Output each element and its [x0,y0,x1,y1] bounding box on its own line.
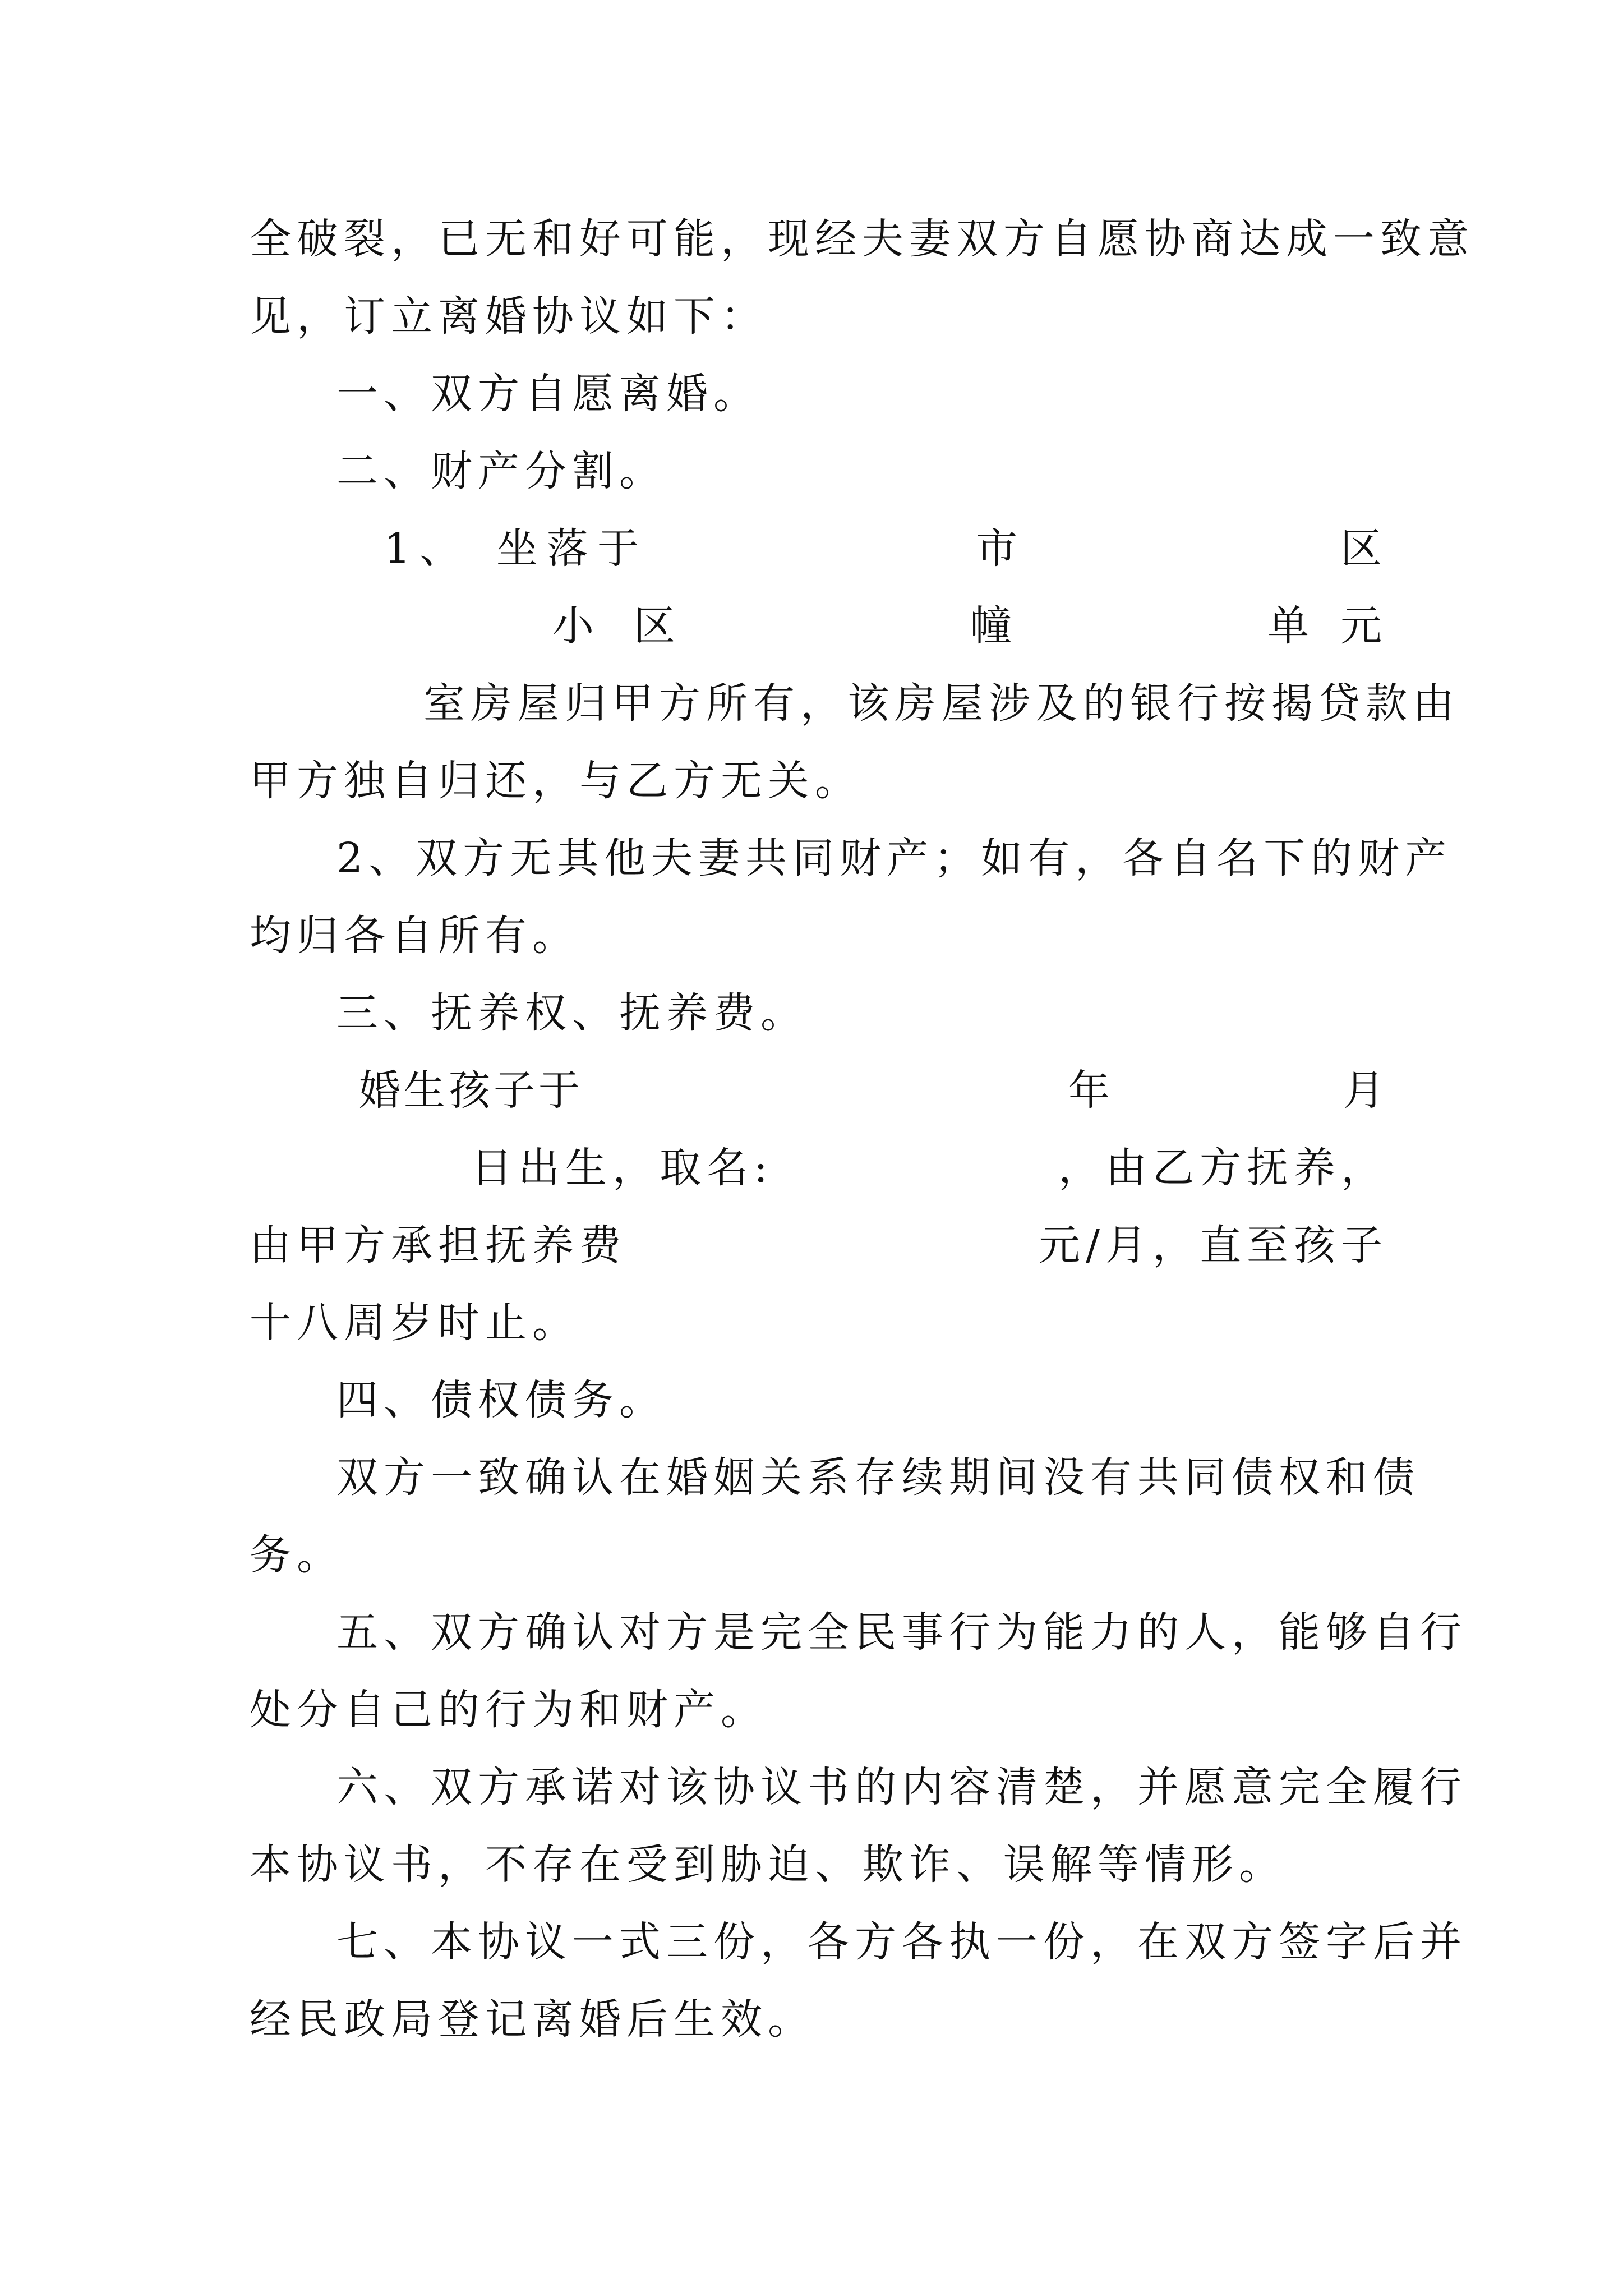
body-text: ，由乙方抚养， [1058,1144,1388,1192]
body-text: 由甲方承担抚养费 [250,1221,626,1269]
body-text: 于 [597,524,644,573]
body-line: 本协议书，不存在受到胁迫、欺诈、误解等情形。 [250,1841,1286,1889]
child-birth-line [359,1060,1388,1121]
body-text: 小 [552,602,600,650]
section-heading: 三、抚养权、抚养费。 [336,989,808,1037]
body-line: 六、双方承诺对该协议书的内容清楚，并愿意完全履行 [336,1763,1467,1811]
body-line: 处分自己的行为和财产。 [250,1686,768,1734]
body-line: 2、双方无其他夫妻共同财产；如有，各自名下的财产 [336,834,1453,882]
body-line: 全破裂，已无和好可能，现经夫妻双方自愿协商达成一致意 [250,215,1474,263]
body-line: 均归各自所有。 [250,912,579,960]
body-text: 婚 [359,1066,406,1115]
property-location-line [552,595,1388,657]
body-text: 1 [384,524,417,573]
body-text: 年 [1068,1066,1115,1115]
body-line: 七、本协议一式三份，各方各执一份，在双方签字后并 [336,1918,1467,1966]
body-text: 幢 [970,602,1017,650]
body-text: 孩 [449,1066,496,1115]
body-line: 双方一致确认在婚姻关系存续期间没有共同债权和债 [336,1453,1420,1502]
section-heading: 二、财产分割。 [336,447,666,495]
body-line: 见，订立离婚协议如下： [250,292,768,341]
body-text: 于 [538,1066,585,1115]
body-text: 单 [1267,602,1315,650]
body-text: 月 [1343,1066,1390,1115]
body-text: 日出生，取名: [471,1144,773,1192]
body-line: 经民政局登记离婚后生效。 [250,1995,815,2044]
body-line: 甲方独自归还，与乙方无关。 [250,757,862,805]
child-name-line [471,1137,1388,1199]
section-heading: 一、双方自愿离婚。 [336,370,760,418]
body-text: 子 [494,1066,541,1115]
body-line: 室房屋归甲方所有，该房屋涉及的银行按揭贷款由 [423,679,1460,728]
body-text: 区 [1340,524,1387,573]
body-line: 务。 [250,1531,344,1579]
body-text: 元 [1340,602,1387,650]
section-heading: 四、债权债务。 [336,1376,666,1424]
body-text: 市 [976,524,1023,573]
body-text: 区 [634,602,681,650]
body-text: 落 [547,524,594,573]
child-support-line [250,1214,1388,1276]
body-text: 生 [404,1066,451,1115]
body-text: 坐 [496,524,543,573]
property-location-line [384,518,1388,579]
body-text: 、 [419,524,467,573]
body-line: 十八周岁时止。 [250,1299,579,1347]
body-text: 元/月，直至孩子 [1039,1221,1388,1269]
body-line: 五、双方确认对方是完全民事行为能力的人，能够自行 [336,1608,1467,1657]
